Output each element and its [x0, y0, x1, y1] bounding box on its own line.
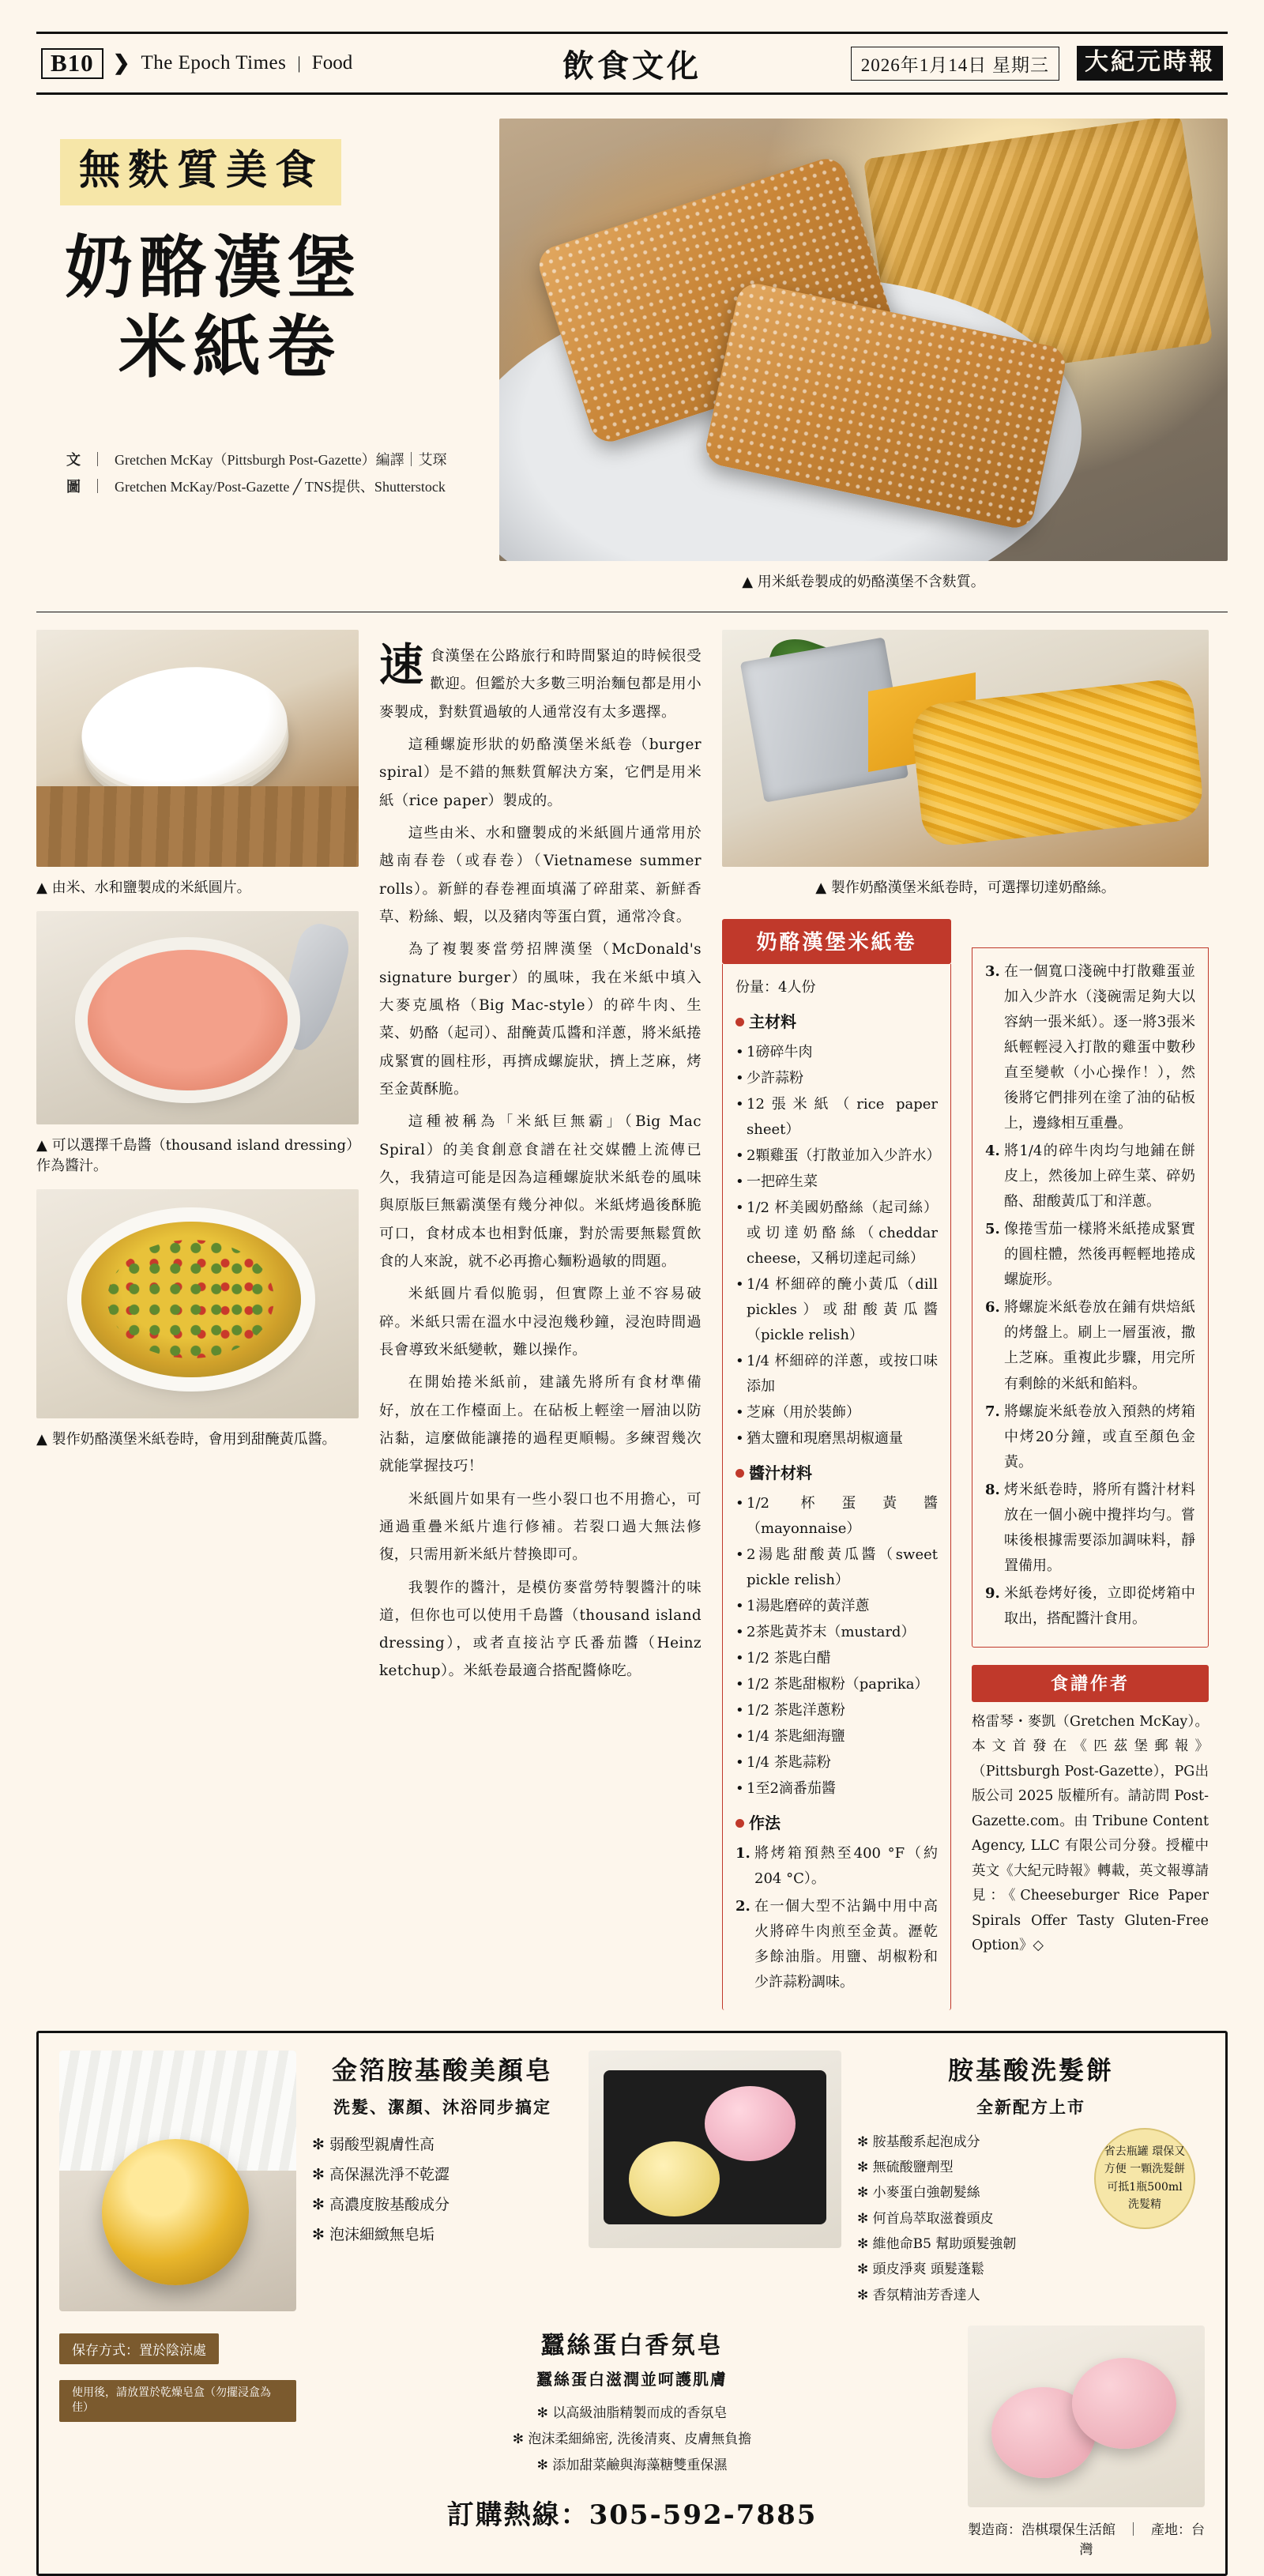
headline-column: [36, 119, 479, 591]
recipe-sauce-ingredients-heading: [735, 1459, 938, 1488]
caption-rice-paper: ▲ 由米、水和鹽製成的米紙圓片。: [36, 879, 251, 896]
byline: 文 ｜ Gretchen McKay（Pittsburgh Post-Gazette）編譯｜艾琛 圖 ｜ Gretchen McKay/Post-Gazette ╱ TNS提供、Shutterstock: [66, 451, 447, 495]
ad-promo-badge: 省去瓶罐 環保又方便 一顆洗髮餅 可抵1瓶500ml 洗髮精: [1094, 2128, 1195, 2229]
ad-photo-gold-soap: [59, 2051, 296, 2311]
masthead-right: [851, 46, 1223, 81]
article-columns: [36, 630, 1228, 2010]
storage-tag: 保存方式：置於陰涼處: [59, 2333, 219, 2364]
hotline-label: 訂購熱線：: [446, 2499, 589, 2532]
list-item: • 芝麻（用於裝飾）: [735, 1400, 938, 1425]
origin-value: 台灣: [1079, 2521, 1205, 2558]
list-item: • 1磅碎牛肉: [735, 1040, 938, 1065]
photo-rice-paper: [36, 630, 359, 867]
page-number: B10: [41, 48, 103, 79]
ad-soap-title: 金箔胺基酸美顏皂: [331, 2054, 553, 2085]
ad-soap-subtitle: 洗髮、潔顏、沐浴同步搞定: [333, 2096, 551, 2117]
cheese-shreds-shape: [910, 677, 1206, 848]
advertisement: [36, 2031, 1228, 2576]
masthead: [36, 32, 1228, 95]
list-item: • 一把碎生菜: [735, 1169, 938, 1195]
article-body-column-2: [379, 639, 702, 1685]
hotline-number[interactable]: 305-592-7885: [589, 2499, 818, 2532]
ad-bottom-row: [59, 2326, 1205, 2558]
article-lead-paragraph: [379, 639, 702, 726]
list-item: ✻ 高保濕洗淨不乾澀: [312, 2160, 573, 2190]
yellow-soap-shape: [629, 2141, 720, 2216]
article-paragraph: 這些由米、水和鹽製成的米紙圓片通常用於越南春卷（或春卷）（Vietnamese summer rolls）。新鮮的春卷裡面填滿了碎甜菜、新鮮香草、粉絲、蝦，以及豬肉等蛋白質，通常冷食。: [379, 824, 702, 925]
byline-text-value: Gretchen McKay（Pittsburgh Post-Gazette）編譯｜艾琛: [115, 451, 447, 468]
list-item: • 1湯匙磨碎的黃洋蔥: [735, 1594, 938, 1619]
list-item: • 1/2 杯美國奶酪絲（起司絲）或切達奶酪絲（cheddar cheese，又稱切達起司絲）: [735, 1196, 938, 1271]
list-item: • 少許蒜粉: [735, 1066, 938, 1091]
list-item: • 2顆雞蛋（打散並加入少許水）: [735, 1143, 938, 1169]
article-paragraph: 米紙圓片看似脆弱，但實際上並不容易破碎。米紙只需在溫水中浸泡幾秒鐘，浸泡時間過長會導致米紙變軟，難以操作。: [379, 1286, 702, 1358]
ad-column-soap: [312, 2051, 573, 2311]
sauce-heading-label: 醬汁材料: [749, 1463, 812, 1483]
list-item: • 1/4 杯細碎的洋蔥，或按口味添加: [735, 1349, 938, 1399]
method-steps-list-part1: [735, 1841, 938, 1995]
list-item: • 1至2滴番茄醬: [735, 1776, 938, 1802]
photo-pickle-relish: [36, 1189, 359, 1418]
main-heading-label: 主材料: [749, 1012, 796, 1032]
usage-tag: 使用後，請放置於乾燥皂盒（勿擺浸盒為佳）: [59, 2380, 296, 2422]
list-item: • 2湯匙甜酸黃瓜醬（sweet pickle relish）: [735, 1542, 938, 1593]
chevron-right-icon: ❯: [112, 51, 130, 74]
list-item: ✻ 胺基酸系起泡成分: [857, 2130, 1205, 2155]
list-item: ✻ 何首烏萃取滋養頭皮: [857, 2206, 1205, 2231]
recipe-box-left: [722, 964, 951, 2010]
ad-shampoo-title: 胺基酸洗髮餅: [947, 2054, 1114, 2085]
bullet-dot-icon: [735, 1018, 744, 1026]
byline-text-label: 文: [66, 451, 81, 468]
article-paragraph: 這種螺旋形狀的奶酪漢堡米紙卷（burger spiral）是不錯的無麩質解決方案，它們是用米紙（rice paper）製成的。: [379, 736, 702, 809]
list-item: ✻ 泡沫柔細綿密, 洗後清爽、皮膚無負擔: [312, 2427, 952, 2453]
recipe-box-right: [972, 947, 1209, 1648]
page-title: [65, 228, 479, 388]
list-item: 米紙卷烤好後，立即從烤箱中取出，搭配醬汁食用。: [1004, 1584, 1195, 1627]
article-paragraph: 米紙圓片如果有一些小裂口也不用擔心，可通過重疊米紙片進行修補。若裂口過大無法修復，只需用新米紙片替換即可。: [379, 1490, 702, 1564]
list-item: ✻ 頭皮淨爽 頭髮蓬鬆: [857, 2257, 1205, 2282]
publication-logo: 大紀元時報: [1077, 46, 1223, 81]
ad-soap-bullets: [312, 2130, 573, 2250]
masthead-divider: |: [297, 53, 301, 73]
headline-line-2: 米紙卷: [118, 307, 341, 388]
hero-column: [499, 119, 1228, 591]
caption-relish: ▲ 製作奶酪漢堡米紙卷時，會用到甜醃黃瓜醬。: [36, 1431, 337, 1448]
method-steps-list-part2: [985, 959, 1195, 1632]
ad-column-silk-soap: [312, 2326, 952, 2558]
caption-cheese: ▲ 製作奶酪漢堡米紙卷時，可選擇切達奶酪絲。: [815, 879, 1115, 896]
lead-paragraph-text: 食漢堡在公路旅行和時間緊迫的時候很受歡迎。但鑑於大多數三明治麵包都是用小麥製成，對麩質過敏的人通常沒有太多選擇。: [379, 648, 702, 721]
list-item: ✻ 小麥蛋白強韌髮絲: [857, 2180, 1205, 2205]
sauce-bowl-shape: [88, 950, 288, 1090]
ad-shampoo-subtitle: 全新配方上市: [976, 2096, 1085, 2117]
origin-label: 產地：: [1151, 2521, 1191, 2538]
photo-thousand-island-dressing: [36, 911, 359, 1124]
article-paragraph: 為了複製麥當勞招牌漢堡（McDonald's signature burger）的風味，我在米紙中填入大麥克風格（Big Mac-style）的碎牛肉、生菜、奶酪（起司）、甜醃黃瓜醬和洋蔥，將米紙捲成緊實的圓柱形，再擠成螺旋狀，擠上芝麻，烤至金黃酥脆。: [379, 941, 702, 1098]
column-3: [722, 630, 1209, 2010]
ad-top-row: [59, 2051, 1205, 2311]
hero-caption: ▲ 用米紙卷製成的奶酪漢堡不含麩質。: [742, 574, 985, 590]
pink-soap-shape: [705, 2086, 796, 2161]
spoon-shape: [273, 920, 355, 1056]
section-name-cn: 飲食文化: [562, 47, 702, 85]
drop-cap: 速: [379, 639, 424, 691]
ad-column-pink-soap: [968, 2326, 1205, 2558]
article-paragraph: 在開始捲米紙前，建議先將所有食材準備好，放在工作檯面上。在砧板上輕塗一層油以防沾黏，這麼做能讓捲的過程更順暢。多練習幾次就能掌握技巧！: [379, 1374, 702, 1475]
ad-silk-bullets: [312, 2401, 952, 2479]
section-name-en: Food: [311, 52, 353, 73]
ad-hotline[interactable]: [312, 2493, 952, 2532]
list-item: ✻ 高濃度胺基酸成分: [312, 2190, 573, 2220]
list-item: 將烤箱預熱至400 °F（約204 °C）。: [754, 1844, 938, 1887]
recipe-title: 奶酪漢堡米紙卷: [722, 919, 951, 964]
ad-photo-pink-soaps: [968, 2326, 1205, 2507]
ad-silk-subtitle: 蠶絲蛋白滋潤並呵護肌膚: [536, 2369, 728, 2389]
author-credit: 格雷琴・麥凱（Gretchen McKay）。本文首發在《匹茲堡郵報》（Pittsburgh Post-Gazette），PG出版公司 2025 版權所有。請訪問 Post-Gazette.com。由 Tribune Content Agency, LLC 有限公司分發。授權中英文《大紀元時報》轉載，英文報導請見：《Cheeseburger Rice Paper Spirals Offer Tasty Gluten-Free Option》◇: [972, 1713, 1209, 1954]
list-item: • 2茶匙黃芥末（mustard）: [735, 1620, 938, 1645]
headline-line-1: 奶酪漢堡: [65, 228, 362, 307]
wood-board-shape: [36, 786, 359, 867]
list-item: 烤米紙卷時，將所有醬汁材料放在一個小碗中攪拌均勻。嘗味後根據需要添加調味料，靜置備用。: [1004, 1481, 1195, 1574]
list-item: • 12張米紙（rice paper sheet）: [735, 1092, 938, 1143]
top-area: [36, 119, 1228, 591]
caption-dressing: ▲ 可以選擇千島醬（thousand island dressing）作為醬汁。: [36, 1137, 354, 1174]
rice-paper-disc-shape: [76, 657, 294, 801]
ad-photo-soap-tray: [589, 2051, 841, 2248]
soap-ball-shape: [102, 2139, 249, 2285]
list-item: ✻ 維他命B5 幫助頭髮強韌: [857, 2231, 1205, 2257]
list-item: 將螺旋米紙卷放在鋪有烘焙紙的烤盤上。刷上一層蛋液，撒上芝麻。重複此步驟，用完所有剩餘的米紙和餡料。: [1004, 1299, 1195, 1392]
column-2: [379, 630, 702, 2010]
masthead-left: [41, 48, 352, 79]
maker-label: 製造商：: [968, 2521, 1021, 2538]
bullet-dot-icon: [735, 1819, 744, 1828]
list-item: • 1/2 茶匙白醋: [735, 1646, 938, 1671]
author-heading: 食譜作者: [972, 1665, 1209, 1702]
list-item: ✻ 弱酸型親膚性高: [312, 2130, 573, 2160]
list-item: • 1/4 茶匙細海鹽: [735, 1724, 938, 1749]
article-paragraph: 我製作的醬汁，是模仿麥當勞特製醬汁的味道，但你也可以使用千島醬（thousand island dressing），或者直接沾亨氏番茄醬（Heinz ketchup）。米紙卷最適合搭配醬條吃。: [379, 1579, 702, 1680]
relish-bowl-shape: [81, 1222, 300, 1377]
list-item: ✻ 香氛精油芳香達人: [857, 2283, 1205, 2308]
list-item: • 猶太鹽和現磨黑胡椒適量: [735, 1426, 938, 1452]
list-item: • 1/2 茶匙甜椒粉（paprika）: [735, 1672, 938, 1697]
kicker: 無麩質美食: [60, 139, 341, 205]
photo-shredded-cheese: [722, 630, 1209, 867]
sauce-ingredients-list: [735, 1491, 938, 1802]
method-heading-label: 作法: [749, 1813, 781, 1833]
list-item: ✻ 以高級油脂精製而成的香氛皂: [312, 2401, 952, 2427]
main-ingredients-list: [735, 1040, 941, 1452]
list-item: ✻ 添加甜菜鹼與海藻糖雙重保濕: [312, 2453, 952, 2479]
recipe-main-ingredients-heading: [735, 1008, 938, 1037]
pink-soap-shape-2: [1072, 2358, 1176, 2449]
byline-photo-value: Gretchen McKay/Post-Gazette ╱ TNS提供、Shutterstock: [115, 479, 446, 495]
ad-storage-tags: [59, 2326, 296, 2558]
list-item: 將1/4的碎牛肉均勻地鋪在餅皮上，然後加上碎生菜、碎奶酪、甜酸黃瓜丁和洋蔥。: [1004, 1143, 1195, 1211]
list-item: • 1/4 杯細碎的醃小黃瓜（dill pickles）或甜酸黃瓜醬（pickle relish）: [735, 1272, 938, 1348]
ad-silk-title: 蠶絲蛋白香氛皂: [540, 2331, 724, 2359]
list-item: 在一個寬口淺碗中打散雞蛋並加入少許水（淺碗需足夠大以容納一張米紙）。逐一將3張米紙輕輕浸入打散的雞蛋中數秒直至變軟（小心操作！），然後將它們排列在塗了油的砧板上，邊緣相互重疊。: [1004, 963, 1195, 1132]
list-item: • 1/4 茶匙蒜粉: [735, 1750, 938, 1776]
list-item: • 1/2 杯蛋黃醬（mayonnaise）: [735, 1491, 938, 1542]
list-item: 在一個大型不沾鍋中用中高火將碎牛肉煎至金黃。瀝乾多餘油脂。用鹽、胡椒粉和少許蒜粉調味。: [754, 1897, 938, 1990]
byline-photo-label: 圖: [66, 479, 81, 495]
ad-maker-line: 製造商：浩棋環保生活館 ｜ 產地：台灣: [968, 2521, 1205, 2558]
column-1: [36, 630, 359, 2010]
issue-date: 2026年1月14日 星期三: [851, 47, 1059, 81]
list-item: • 1/2 茶匙洋蔥粉: [735, 1698, 938, 1723]
article-paragraph: 這種被稱為「米紙巨無霸」（Big Mac Spiral）的美食創意食譜在社交媒體上流傳已久，我猜這可能是因為這種螺旋狀米紙卷的風味與原版巨無霸漢堡有幾分神似。米紙烤過後酥脆可口，食材成本也相對低廉，對於需要無鬆質飲食的人來說，就不必再擔心麵粉過敏的問題。: [379, 1113, 702, 1270]
maker-value: 浩棋環保生活館: [1021, 2521, 1115, 2538]
list-item: ✻ 無硫酸鹽劑型: [857, 2155, 1205, 2180]
list-item: 像捲雪茄一樣將米紙捲成緊實的圓柱體，然後再輕輕地捲成螺旋形。: [1004, 1221, 1195, 1289]
list-item: ✻ 泡沫細緻無皂垢: [312, 2220, 573, 2250]
recipe-method-heading: [735, 1810, 938, 1838]
hero-photo-burger-spiral: [499, 119, 1228, 561]
bullet-dot-icon: [735, 1469, 744, 1478]
list-item: 將螺旋米紙卷放入預熱的烤箱中烤20分鐘，或直至顏色金黃。: [1004, 1403, 1195, 1471]
paper-name: The Epoch Times: [141, 52, 287, 73]
recipe-serves: 份量：4人份: [735, 979, 816, 996]
